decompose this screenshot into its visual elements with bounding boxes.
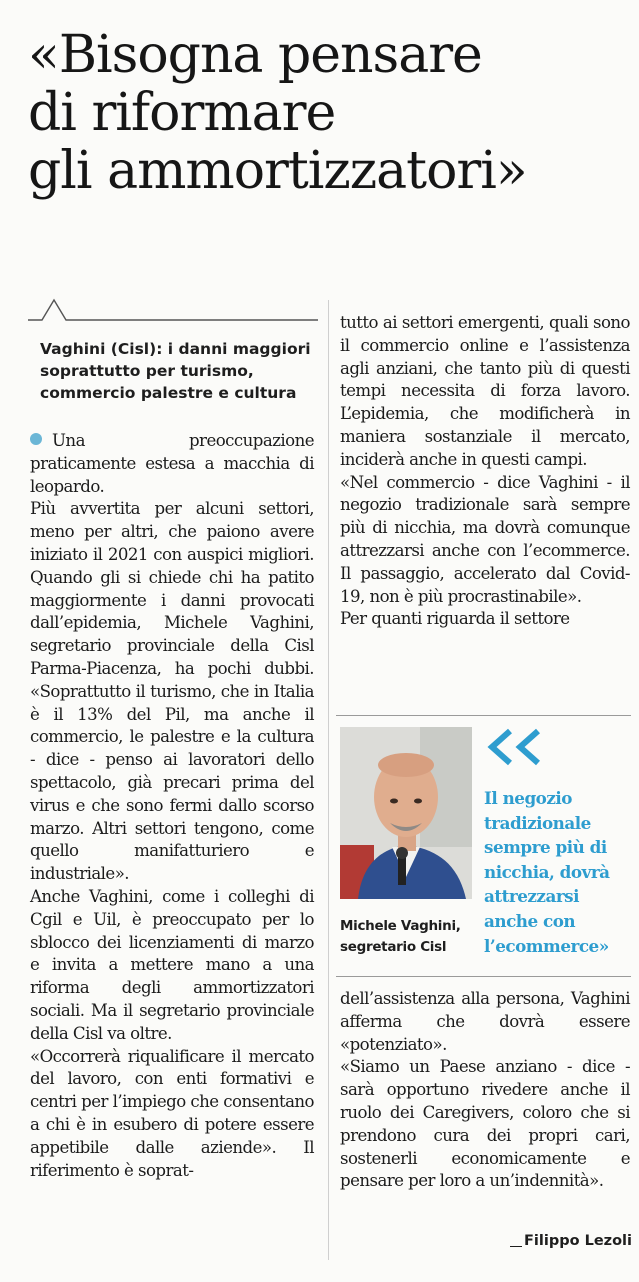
headline-line-3: gli ammortizzatori» (28, 141, 527, 201)
portrait-photo (340, 727, 472, 899)
section-rule-decoration (28, 298, 318, 322)
article-column-right-top (340, 312, 630, 631)
bullet-dot-icon (30, 433, 42, 445)
paragraph: Una preoccupazione praticamente estesa a macchia di leopardo. (30, 431, 314, 496)
pull-quote: Il negozio tradizionale sempre più di nicchia, dovrà attrezzarsi anche con l’ecommerce» (484, 788, 610, 956)
headline (28, 26, 628, 200)
subheadline: Vaghini (Cisl): i danni maggiori soprattutto per turismo, commercio palestre e cultura (40, 340, 311, 402)
byline-dash (510, 1246, 522, 1247)
photo-caption (340, 916, 480, 958)
byline (492, 1233, 632, 1249)
quote-mark-icon (484, 727, 544, 767)
quote-box-bottom-rule (336, 976, 631, 977)
paragraph: dell’assistenza alla persona, Vaghini afferma che dovrà essere «potenziato». (340, 989, 630, 1054)
column-divider (328, 300, 329, 1260)
portrait-illustration (340, 727, 472, 899)
caption-name: Michele Vaghini, (340, 918, 461, 934)
paragraph: «Occorrerà riqualificare il mercato del lavoro, con enti formativi e centri per l’impiego che consentano a chi è in esubero di potere essere appetibile dalle aziende». Il riferimento è soprat- (30, 1046, 314, 1180)
paragraph: Più avvertita per alcuni settori, meno per altri, che paiono avere iniziato il 2021 con auspici migliori. Quando gli si chiede chi ha patito maggiormente i danni provocati dall’epidemia, Michele Vaghini, segretario provinciale della Cisl Parma-Piacenza, ha pochi dubbi. «Soprattutto il turismo, che in Italia è il 13% del Pil, ma anche il commercio, le palestre e la cultura - dice - penso ai lavoratori dello spettacolo, già precari prima del virus e che sono fermi dallo scorso marzo. Altri settori tengono, come quello manifatturiero e industriale». (30, 499, 314, 884)
paragraph: «Nel commercio - dice Vaghini - il negozio tradizionale sarà sempre più di nicchia, ma dovrà comunque attrezzarsi anche con l’ecommerce. Il passaggio, accelerato dal Covid-19, non è più procrastinabile». (340, 472, 630, 606)
paragraph: Anche Vaghini, come i colleghi di Cgil e Uil, è preoccupato per lo sblocco dei licenziamenti di marzo e invita a mettere mano a una riforma degli ammortizzatori sociali. Ma il segretario provinciale della Cisl va oltre. (30, 886, 314, 1043)
paragraph: «Siamo un Paese anziano - dice - sarà opportuno rivedere anche il ruolo dei Caregivers, coloro che si prendono cura dei propri cari, sostenerli economicamente e pensare per loro a un’indennità». (340, 1057, 630, 1191)
headline-line-2: di riformare (28, 83, 336, 143)
article-column-right-bottom (340, 988, 630, 1193)
author-name: Filippo Lezoli (524, 1233, 632, 1249)
paragraph: tutto ai settori emergenti, quali sono il commercio online e l’assistenza agli anziani, che tanto più di questi tempi necessita di forza lavoro. L’epidemia, che modificherà in maniera sostanziale il mercato, inciderà anche in questi campi. (340, 313, 630, 469)
headline-line-1: «Bisogna pensare (28, 25, 482, 85)
quote-box-top-rule (336, 715, 631, 716)
caption-role: segretario Cisl (340, 939, 447, 955)
paragraph: Per quanti riguarda il settore (340, 609, 570, 629)
article-column-left (30, 430, 314, 1182)
